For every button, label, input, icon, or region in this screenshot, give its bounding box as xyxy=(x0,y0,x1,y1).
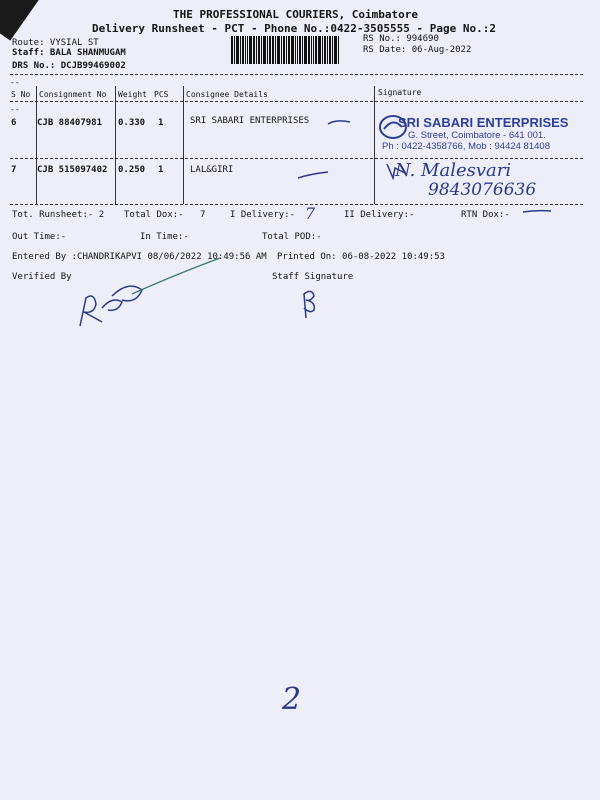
staff-signature-label: Staff Signature xyxy=(272,272,354,282)
rtn-dox-label: RTN Dox:- xyxy=(461,210,510,220)
out-time-label: Out Time:- xyxy=(12,232,67,242)
col-header-signature: Signature xyxy=(378,88,422,97)
rule-top xyxy=(10,74,583,75)
mark-dashes: -- xyxy=(10,78,20,87)
total-runsheet: Tot. Runsheet:- 2 xyxy=(12,210,105,220)
verified-by-label: Verified By xyxy=(12,272,72,282)
row-6-consignment: CJB 88407981 xyxy=(37,118,103,128)
barcode xyxy=(231,36,357,64)
recipient-signature: N. Malesvari xyxy=(395,160,512,181)
scan-shadow xyxy=(0,0,39,41)
col-divider xyxy=(115,86,116,204)
row-7-sno: 7 xyxy=(11,165,17,175)
rule-header xyxy=(10,101,583,102)
pen-stroke xyxy=(522,208,552,216)
row-6-weight: 0.330 xyxy=(118,118,146,128)
entered-by: Entered By :CHANDRIKAPVI 08/06/2022 10:49:56 AM xyxy=(12,252,267,262)
stamp-name: SRI SABARI ENTERPRISES xyxy=(398,115,569,130)
col-divider xyxy=(374,86,375,204)
recipient-phone: 9843076636 xyxy=(428,180,537,200)
route-text: Route: VYSIAL ST xyxy=(12,38,99,48)
row-7-consignment: CJB 515097402 xyxy=(37,165,108,175)
runsheet-title: Delivery Runsheet - PCT - Phone No.:0422-3505555 - Page No.:2 xyxy=(92,22,496,35)
rule-bottom xyxy=(10,204,583,205)
drs-number: DRS No.: DCJB99469002 xyxy=(12,61,126,71)
row-7-consignee: LAL&GIRI xyxy=(190,165,234,175)
in-time-label: In Time:- xyxy=(140,232,189,242)
ii-delivery-label: II Delivery:- xyxy=(344,210,415,220)
stamp-address: G. Street, Coimbatore - 641 001. xyxy=(408,130,546,141)
total-dox-value: 7 xyxy=(200,210,206,220)
row-7-weight: 0.250 xyxy=(118,165,146,175)
pen-stroke xyxy=(326,118,352,128)
mark-dashes: -- xyxy=(10,105,20,114)
staff-signature xyxy=(298,284,322,322)
stamp-phone: Ph : 0422-4358766, Mob : 94424 81408 xyxy=(382,141,550,152)
total-dox-label: Total Dox:- xyxy=(124,210,184,220)
col-divider xyxy=(36,86,37,204)
row-6-pcs: 1 xyxy=(158,118,164,128)
pen-stroke xyxy=(296,168,330,182)
verifier-signature xyxy=(72,256,222,332)
rule-row xyxy=(10,158,583,159)
col-header-pcs: PCS xyxy=(154,90,169,99)
company-title: THE PROFESSIONAL COURIERS, Coimbatore xyxy=(173,8,419,21)
rs-number: RS No.: 994690 xyxy=(363,34,439,44)
col-header-sno: S No xyxy=(11,90,31,99)
row-6-sno: 6 xyxy=(11,118,17,128)
rs-date: RS Date: 06-Aug-2022 xyxy=(363,45,472,55)
staff-text: Staff: BALA SHANMUGAM xyxy=(12,48,126,58)
col-header-weight: Weight xyxy=(118,90,147,99)
col-header-consignment: Consignment No xyxy=(39,90,107,99)
i-delivery-mark: 7 xyxy=(305,204,316,223)
row-7-pcs: 1 xyxy=(158,165,164,175)
col-divider xyxy=(183,86,184,204)
i-delivery-label: I Delivery:- xyxy=(230,210,296,220)
total-pod-label: Total POD:- xyxy=(262,232,322,242)
printed-on: Printed On: 06-08-2022 10:49:53 xyxy=(277,252,445,262)
row-6-consignee: SRI SABARI ENTERPRISES xyxy=(190,116,310,126)
page-mark: 2 xyxy=(282,682,302,717)
col-header-consignee: Consignee Details xyxy=(186,90,268,99)
